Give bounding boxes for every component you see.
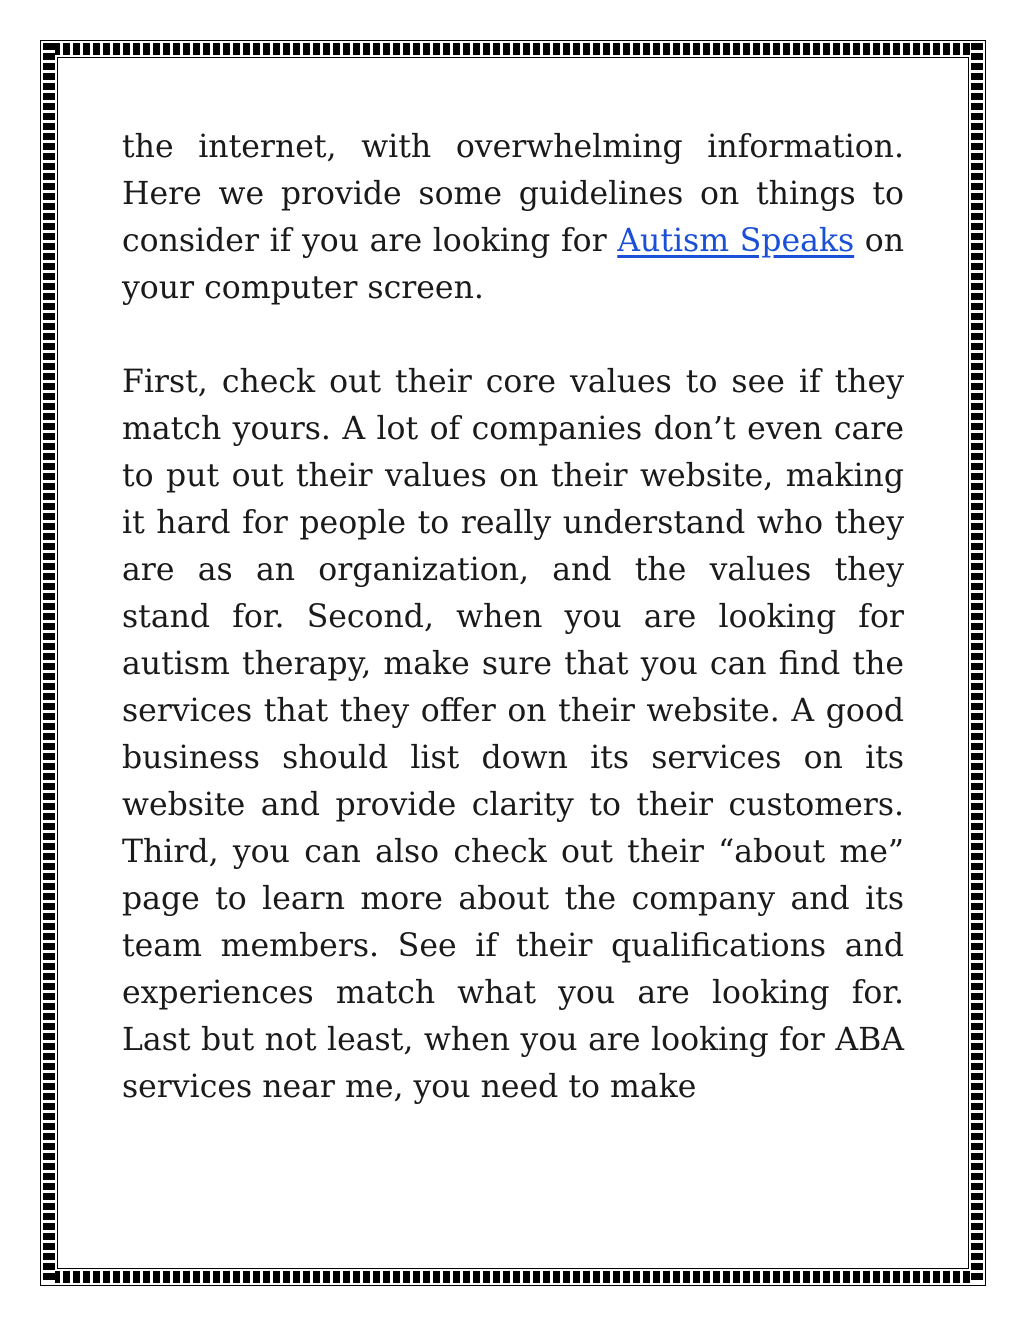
paragraph-intro-text: the internet, with overwhelming information. Here we provide some guidelines on things to consider if you are looking for [122, 129, 904, 259]
checkered-border-right [971, 43, 983, 1283]
paragraph-guidelines: First, check out their core values to see if they match yours. A lot of companies don’t even care to put out their values on their website, making it hard for people to really understand who they are as an organization, and the values they stand for. Second, when you are looking for autism therapy, make sure that you can find the services that they offer on their website. A good business should list down its services on its website and provide clarity to their customers. Third, you can also check out their “about me” page to learn more about the company and its team members. See if their qualifications and experiences match what you are looking for. Last but not least, when you are looking for ABA services near me, you need to make [122, 364, 904, 1105]
autism-speaks-link[interactable]: Autism Speaks [617, 223, 855, 259]
checkered-border-bottom [43, 1271, 983, 1283]
paragraph-intro [122, 124, 904, 312]
checkered-border-left [43, 43, 55, 1283]
checkered-border-top [43, 43, 983, 55]
paragraph-intro-text-end: on your computer screen. [122, 223, 904, 306]
document-body [122, 124, 904, 1111]
